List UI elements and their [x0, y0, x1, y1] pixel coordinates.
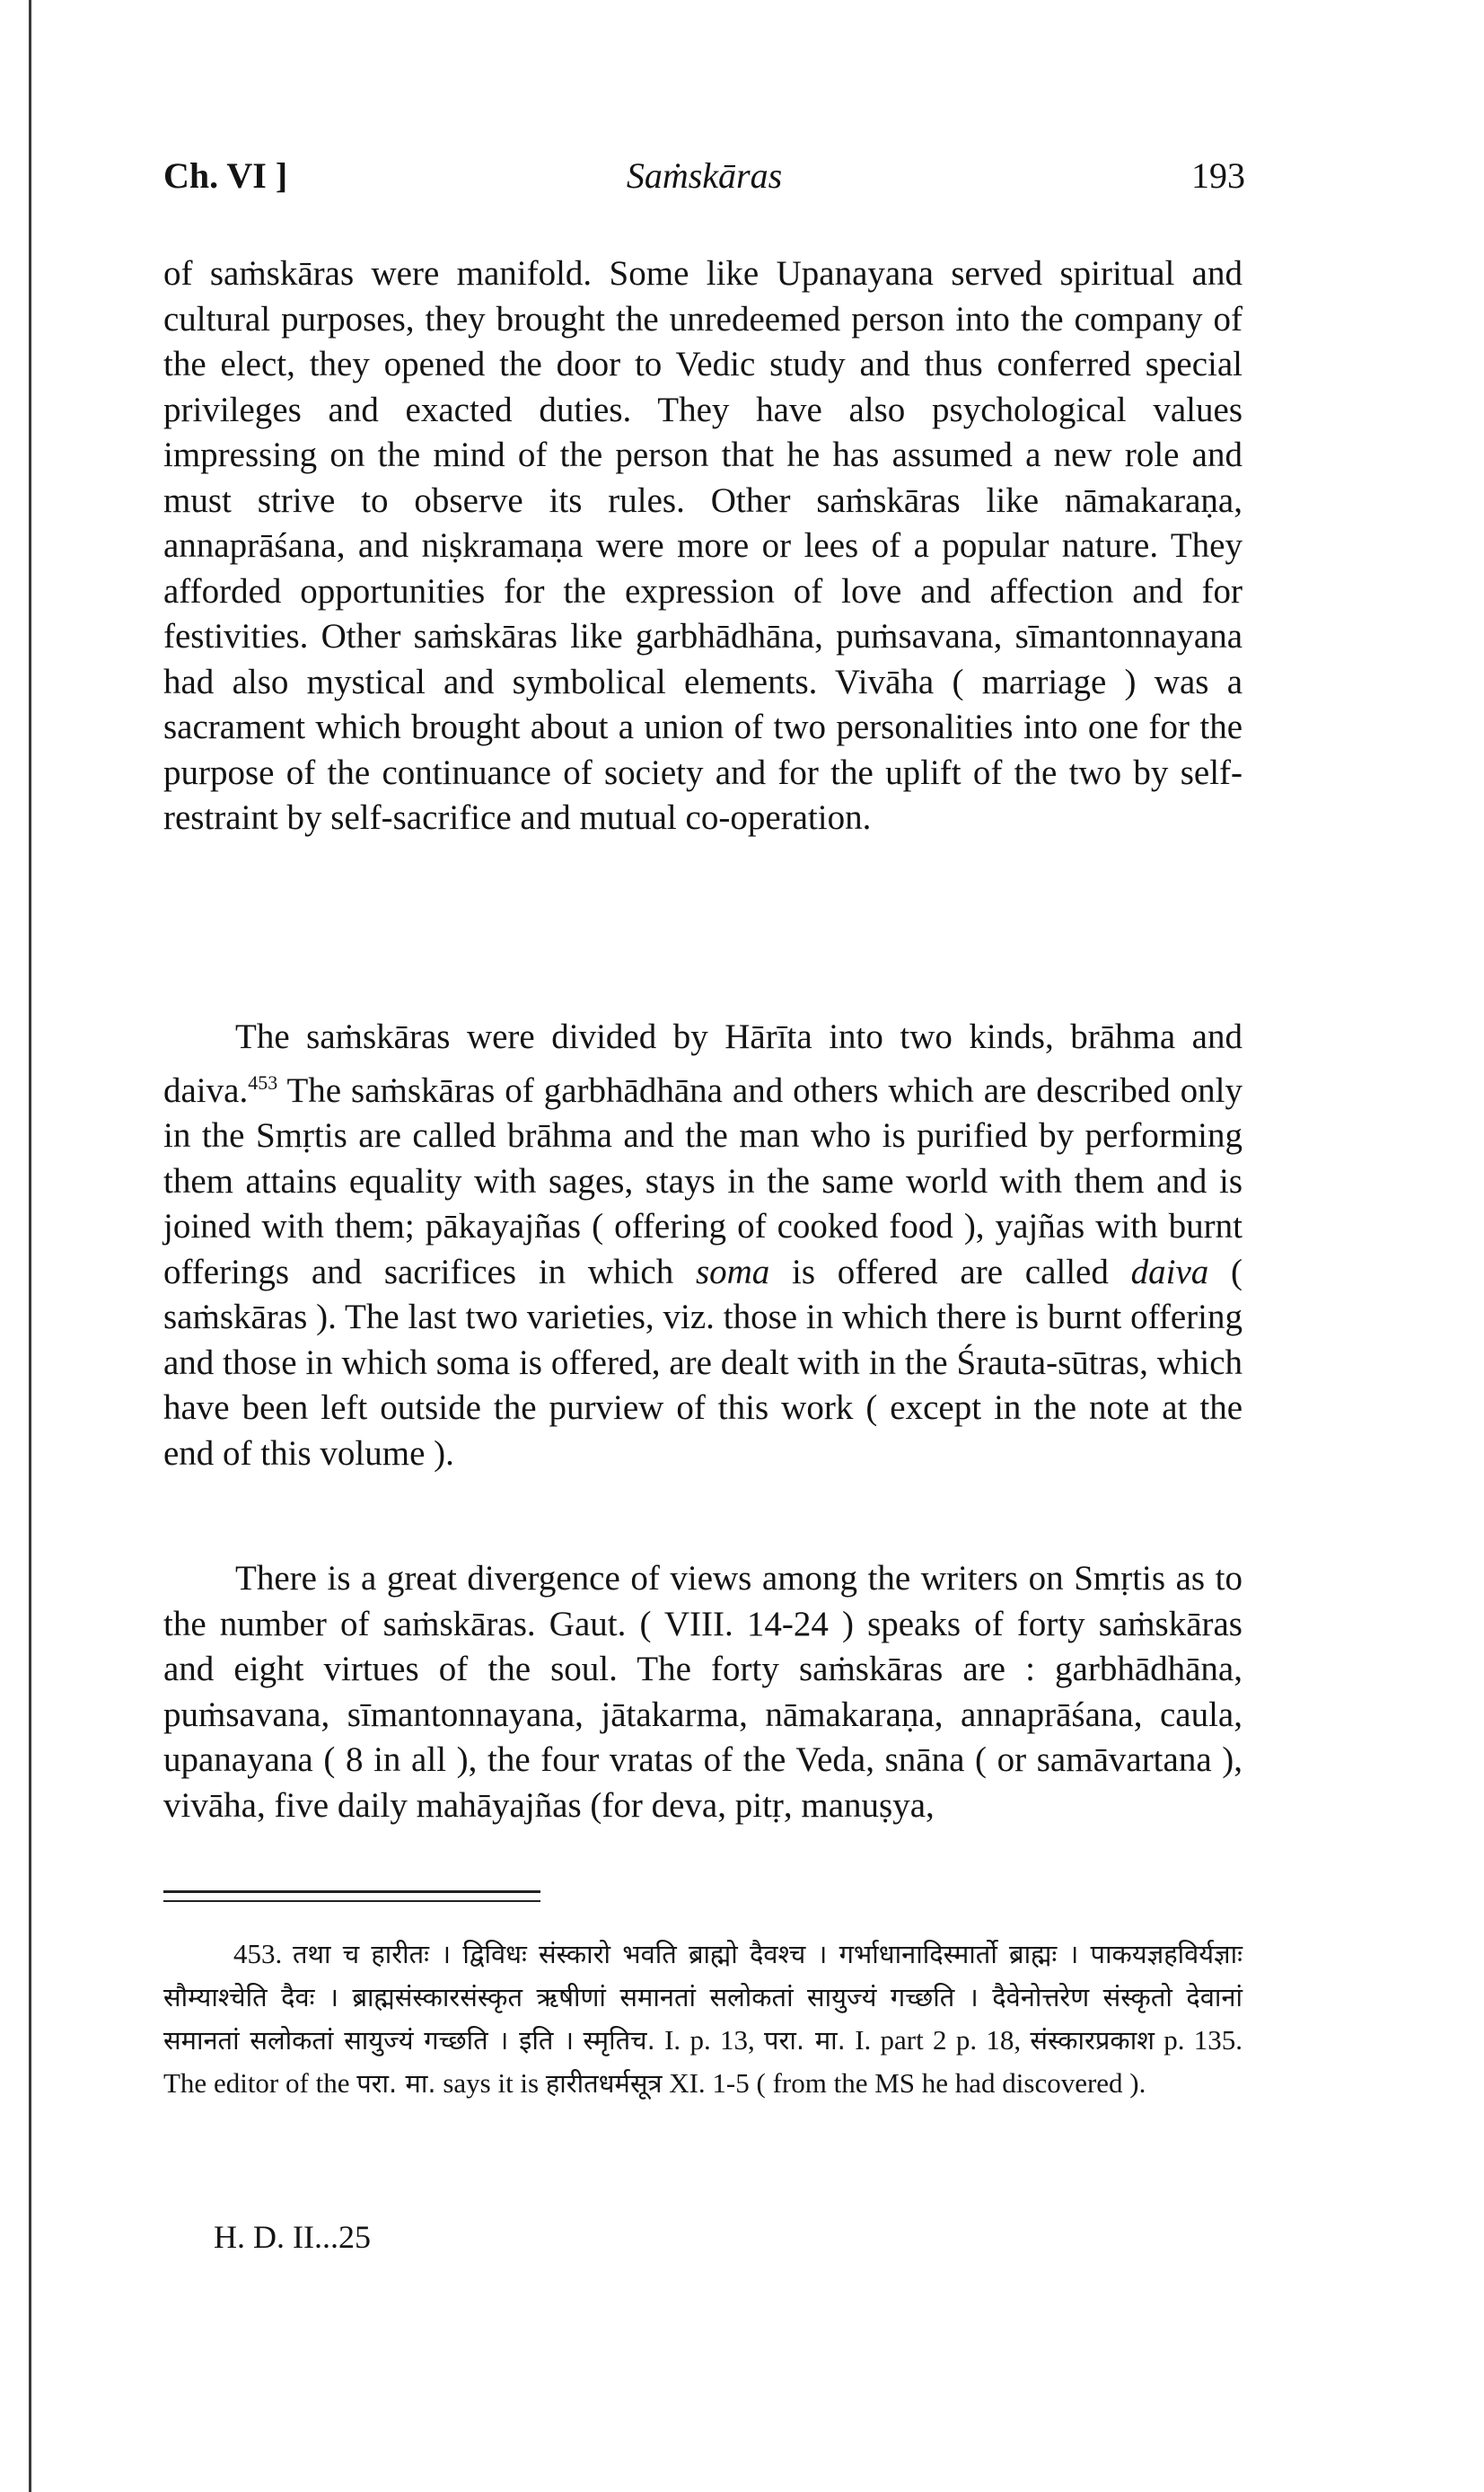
- footnote-ref-1: I. p. 13,: [654, 2024, 765, 2056]
- footnote-ref-script-2: परा. मा.: [764, 2025, 846, 2056]
- footnote-ref-2: I. part 2 p. 18,: [845, 2024, 1031, 2056]
- footnote-rule-secondary: [163, 1900, 540, 1902]
- footnote-ref-5: XI. 1-5 ( from the MS he had discovered ).: [662, 2067, 1146, 2099]
- footnote-reference: 453: [248, 1070, 278, 1094]
- italic-soma: soma: [695, 1252, 770, 1291]
- paragraph-1: of saṁskāras were manifold. Some like Upanayana served spiritual and cultural purposes, they brought the unredeemed person into the company of the elect, they opened the door to Vedic study and thus conferred special privileges and exacted duties. They have also psychological values impressing on the mind of the person that he has assumed a new role and must strive to observe its rules. Other saṁskāras like nāmakaraṇa, annaprāśana, and niṣkramaṇa were more or lees of a popular nature. They afforded opportunities for the expression of love and affection and for festivities. Other saṁskāras like garbhādhāna, puṁsavana, sīmantonnayana had also mystical and symbolical elements. Vivāha ( marriage ) was a sacrament which brought about a union of two personalities into one for the purpose of the continuance of society and for the uplift of the two by self-restraint by self-sacrifice and mutual co-operation.: [163, 254, 1243, 837]
- binding-edge-line: [29, 0, 31, 2492]
- footnote-rule: [163, 1890, 540, 1893]
- printer-signature-mark: H. D. II...25: [214, 2219, 371, 2255]
- footnote-ref-script-3: संस्कारप्रकाश: [1030, 2025, 1155, 2056]
- paragraph-2-text-b: The saṁskāras of garbhādhāna and others which are described only in the Smṛtis are called brāhma and the man who is purified by performing them attains equality with sages, stays in the same world with them and is joined with them; pākayajñas ( offering of cooked food ), yajñas with burnt offerings and sacrifices in which: [163, 1070, 1243, 1291]
- page-number: 193: [1191, 155, 1245, 196]
- italic-daiva: daiva: [1130, 1252, 1209, 1291]
- paragraph-2-text-d: ( saṁskāras ). The last two varieties, viz. those in which there is burnt offering and those in which soma is offered, are dealt with in the Śrauta-sūtras, which have been left outside the purview of this work ( except in the note at the end of this volume ).: [163, 1252, 1243, 1473]
- footnote-sanskrit-quote: तथा च हारीतः । द्विविधः संस्कारो भवति ब्राह्मो दैवश्च । गर्भाधानादिस्मार्तो ब्राह्मः । पाकयज्ञहविर्यज्ञाः सौम्याश्चेति दैवः । ब्राह्मसंस्कारसंस्कृत ऋषीणां समानतां सलोकतां सायुज्यं गच्छति । दैवेनोत्तरेण संस्कृतो देवानां समानतां सलोकतां सायुज्यं गच्छति । इति ।: [163, 1939, 1243, 2056]
- footnote-ref-script-1: स्मृतिच.: [583, 2025, 655, 2056]
- footnote-ref-4: says it is: [435, 2067, 546, 2099]
- paragraph-3: There is a great divergence of views among the writers on Smṛtis as to the number of saṁskāras. Gaut. ( VIII. 14-24 ) speaks of forty saṁskāras and eight virtues of the soul. The forty saṁskāras are : garbhādhāna, puṁsavana, sīmantonnayana, jātakarma, nāmakaraṇa, annaprāśana, caula, upanayana ( 8 in all ), the four vratas of the Veda, snāna ( or samāvartana ), vivāha, five daily mahāyajñas (for deva, pitṛ, manuṣya,: [163, 1559, 1243, 1825]
- footnote-ref-3: p. 135. The editor of the: [163, 2024, 1243, 2099]
- paragraph-2: [163, 1015, 1243, 1476]
- chapter-label: Ch. VI ]: [163, 155, 288, 196]
- paragraph-2-text-c: is offered are called: [769, 1252, 1131, 1291]
- footnote-ref-script-5: हारीतधर्मसूत्र: [545, 2068, 663, 2099]
- paragraph-2-text-a: The saṁskāras were divided by Hārīta into two kinds, brāhma and daiva.: [163, 1017, 1243, 1110]
- footnote-ref-script-4: परा. मा.: [356, 2068, 436, 2099]
- footnote-number: 453.: [233, 1938, 283, 1969]
- running-title: Saṁskāras: [626, 155, 783, 196]
- footnote-453: [163, 1933, 1243, 2105]
- running-header: [163, 154, 1245, 208]
